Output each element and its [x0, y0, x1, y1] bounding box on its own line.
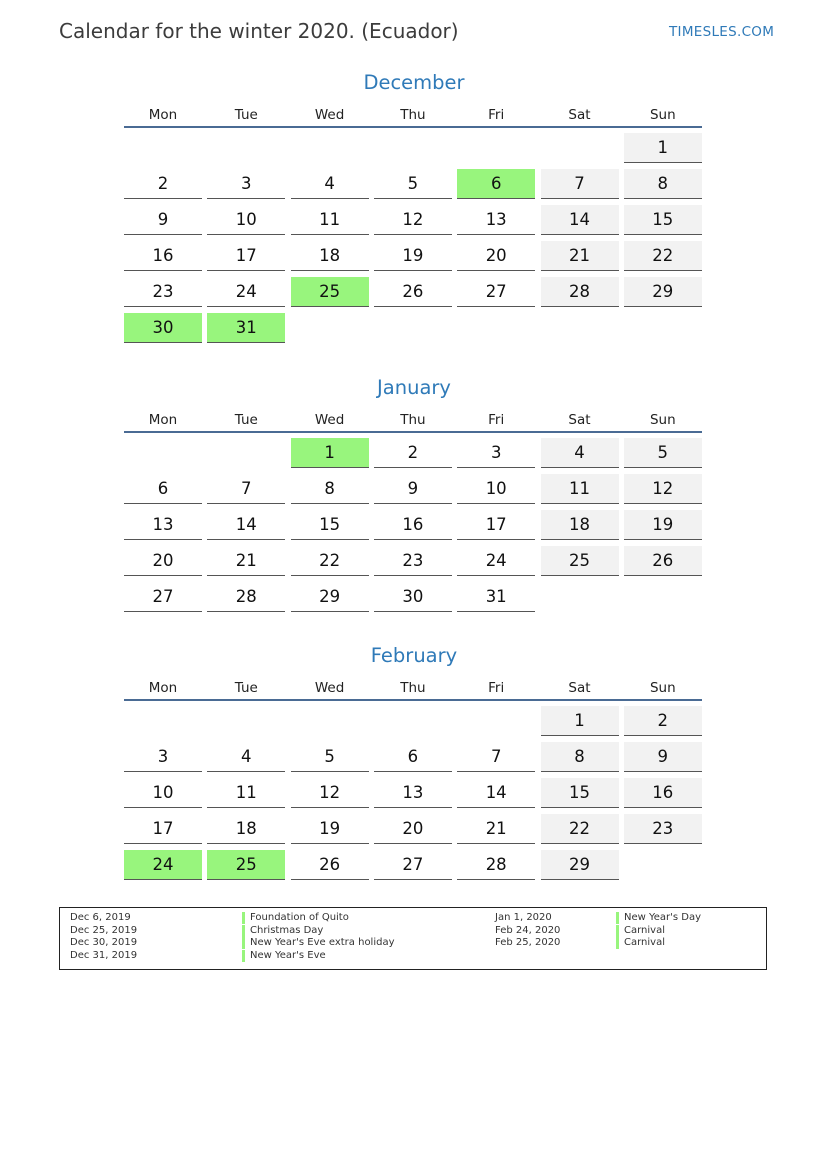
day-cell: 7: [207, 474, 285, 504]
day-cell: 19: [291, 814, 369, 844]
legend-date: Jan 1, 2020: [495, 912, 552, 923]
weekday-header: [124, 412, 704, 432]
day-cell: 21: [541, 241, 619, 271]
day-cell: 5: [624, 438, 702, 468]
weekday-label: Wed: [314, 680, 345, 696]
legend-holiday-name: New Year's Eve: [242, 950, 326, 962]
legend-holiday-name: Christmas Day: [242, 925, 323, 937]
day-cell: 18: [541, 510, 619, 540]
day-cell: 27: [374, 850, 452, 880]
day-cell: 17: [457, 510, 535, 540]
header-divider: [124, 699, 702, 701]
weekday-label: Wed: [314, 412, 345, 428]
day-cell: 8: [291, 474, 369, 504]
day-cell: 21: [457, 814, 535, 844]
weekday-label: Mon: [148, 107, 178, 123]
holiday-day-cell: 30: [124, 313, 202, 343]
day-cell: 3: [207, 169, 285, 199]
day-cell: 23: [624, 814, 702, 844]
day-cell: 5: [374, 169, 452, 199]
month-title: February: [370, 644, 458, 667]
day-cell: 30: [374, 582, 452, 612]
weekday-label: Tue: [234, 412, 258, 428]
weekday-label: Fri: [488, 412, 505, 428]
weekday-label: Sat: [568, 107, 591, 123]
header-divider: [124, 431, 702, 433]
day-cell: 22: [291, 546, 369, 576]
day-cell: 2: [624, 706, 702, 736]
day-cell: 13: [457, 205, 535, 235]
brand-link[interactable]: TIMESLES.COM: [669, 24, 775, 40]
header-divider: [124, 126, 702, 128]
day-cell: 12: [291, 778, 369, 808]
day-cell: 29: [291, 582, 369, 612]
day-cell: 22: [541, 814, 619, 844]
weekday-header: [124, 107, 704, 127]
day-cell: 11: [207, 778, 285, 808]
holiday-day-cell: 1: [291, 438, 369, 468]
day-cell: 15: [541, 778, 619, 808]
weekday-label: Fri: [488, 107, 505, 123]
day-cell: 20: [374, 814, 452, 844]
day-cell: 5: [291, 742, 369, 772]
legend-date: Dec 25, 2019: [70, 924, 138, 936]
day-cell: 9: [124, 205, 202, 235]
day-cell: 16: [374, 510, 452, 540]
day-cell: 17: [124, 814, 202, 844]
day-cell: 27: [124, 582, 202, 612]
day-cell: 9: [374, 474, 452, 504]
day-cell: 13: [124, 510, 202, 540]
weekday-label: Tue: [234, 107, 258, 123]
day-cell: 12: [374, 205, 452, 235]
legend-date: Feb 25, 2020: [495, 937, 561, 949]
day-cell: 18: [207, 814, 285, 844]
weekday-header: [124, 680, 704, 700]
day-cell: 10: [124, 778, 202, 808]
legend-holiday-name: New Year's Eve extra holiday: [242, 937, 395, 949]
day-cell: 15: [624, 205, 702, 235]
day-cell: 13: [374, 778, 452, 808]
day-cell: 29: [624, 277, 702, 307]
legend-holiday-name: Carnival: [616, 937, 665, 949]
holiday-day-cell: 31: [207, 313, 285, 343]
day-cell: 14: [207, 510, 285, 540]
day-cell: 16: [624, 778, 702, 808]
weekday-label: Wed: [314, 107, 345, 123]
weekday-label: Mon: [148, 680, 178, 696]
day-cell: 28: [457, 850, 535, 880]
weekday-label: Sat: [568, 412, 591, 428]
day-cell: 11: [541, 474, 619, 504]
day-cell: 26: [374, 277, 452, 307]
day-cell: 26: [624, 546, 702, 576]
legend-holiday-name: New Year's Day: [616, 912, 701, 924]
day-cell: 7: [541, 169, 619, 199]
day-cell: 19: [374, 241, 452, 271]
day-cell: 24: [457, 546, 535, 576]
weekday-label: Sun: [649, 412, 676, 428]
day-cell: 15: [291, 510, 369, 540]
day-cell: 27: [457, 277, 535, 307]
day-cell: 28: [207, 582, 285, 612]
day-cell: 7: [457, 742, 535, 772]
day-cell: 19: [624, 510, 702, 540]
holiday-day-cell: 24: [124, 850, 202, 880]
day-cell: 4: [541, 438, 619, 468]
legend-date: Dec 31, 2019: [70, 950, 138, 962]
day-cell: 4: [291, 169, 369, 199]
day-cell: 31: [457, 582, 535, 612]
legend-holiday-name: Carnival: [616, 925, 665, 937]
legend-holiday-name: Foundation of Quito: [242, 912, 349, 924]
holiday-day-cell: 6: [457, 169, 535, 199]
day-cell: 28: [541, 277, 619, 307]
day-cell: 24: [207, 277, 285, 307]
day-cell: 10: [207, 205, 285, 235]
weekday-label: Thu: [400, 412, 426, 428]
weekday-label: Fri: [488, 680, 505, 696]
weekday-label: Tue: [234, 680, 258, 696]
day-cell: 12: [624, 474, 702, 504]
weekday-label: Sat: [568, 680, 591, 696]
day-cell: 29: [541, 850, 619, 880]
day-cell: 11: [291, 205, 369, 235]
weekday-label: Thu: [400, 680, 426, 696]
month-title: December: [363, 71, 465, 94]
weekday-label: Sun: [649, 680, 676, 696]
day-cell: 3: [124, 742, 202, 772]
legend-date: Feb 24, 2020: [495, 924, 561, 936]
day-cell: 22: [624, 241, 702, 271]
holiday-day-cell: 25: [291, 277, 369, 307]
day-cell: 23: [374, 546, 452, 576]
day-cell: 1: [541, 706, 619, 736]
day-cell: 6: [124, 474, 202, 504]
legend-date: Dec 6, 2019: [70, 912, 131, 923]
day-cell: 4: [207, 742, 285, 772]
day-cell: 20: [124, 546, 202, 576]
legend-date: Dec 30, 2019: [70, 937, 138, 949]
day-cell: 26: [291, 850, 369, 880]
day-cell: 25: [541, 546, 619, 576]
day-cell: 6: [374, 742, 452, 772]
day-cell: 14: [541, 205, 619, 235]
day-cell: 17: [207, 241, 285, 271]
day-cell: 2: [374, 438, 452, 468]
holiday-legend: [59, 907, 767, 970]
page-title: Calendar for the winter 2020. (Ecuador): [59, 19, 459, 43]
day-cell: 8: [541, 742, 619, 772]
month-title: January: [377, 376, 451, 399]
day-cell: 16: [124, 241, 202, 271]
day-cell: 9: [624, 742, 702, 772]
day-cell: 3: [457, 438, 535, 468]
day-cell: 14: [457, 778, 535, 808]
day-cell: 18: [291, 241, 369, 271]
day-cell: 10: [457, 474, 535, 504]
day-cell: 23: [124, 277, 202, 307]
day-cell: 8: [624, 169, 702, 199]
holiday-day-cell: 25: [207, 850, 285, 880]
weekday-label: Thu: [400, 107, 426, 123]
day-cell: 1: [624, 133, 702, 163]
day-cell: 21: [207, 546, 285, 576]
weekday-label: Mon: [148, 412, 178, 428]
day-cell: 20: [457, 241, 535, 271]
weekday-label: Sun: [649, 107, 676, 123]
day-cell: 2: [124, 169, 202, 199]
